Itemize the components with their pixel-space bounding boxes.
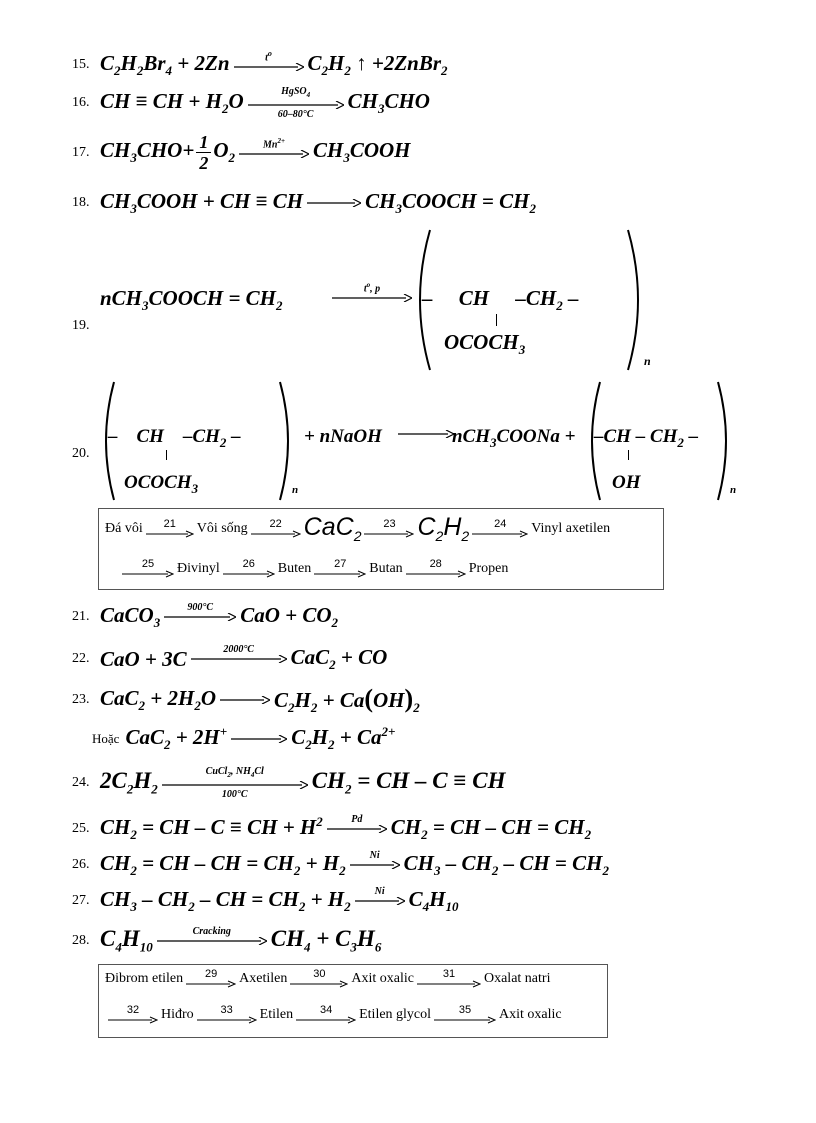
scheme-node: Axetilen xyxy=(239,970,288,986)
eq-lhs: $CH_3COOH$ + CH ≡ CH xyxy=(100,188,304,217)
scheme-arrow: 24 xyxy=(472,519,528,538)
scheme-node: Propen xyxy=(468,560,509,576)
scheme-row-2 xyxy=(119,559,508,578)
eq-number: 27. xyxy=(72,893,90,908)
eq-number: 16. xyxy=(72,95,90,110)
oxygen: $O_2$ xyxy=(213,138,235,166)
eq-lhs: CaO + 3C xyxy=(100,646,187,671)
branch-group-2: OH xyxy=(612,472,641,493)
subscript-n: n xyxy=(730,484,737,496)
eq-number: 24. xyxy=(72,775,90,790)
equation-28 xyxy=(72,926,381,956)
scheme-node: Buten xyxy=(277,560,312,576)
scheme-row-1 xyxy=(105,969,550,988)
scheme-arrow: 34 xyxy=(296,1005,356,1024)
scheme-arrow: 30 xyxy=(290,969,348,988)
scheme-box-1 xyxy=(98,508,664,590)
eq-number: 22. xyxy=(72,651,90,666)
scheme-node: Đibrom etilen xyxy=(105,970,184,986)
equation-15 xyxy=(72,48,448,82)
eq-lhs: $CH_3CHO+$ xyxy=(100,138,195,166)
scheme-row-1 xyxy=(105,513,610,544)
fraction-half: $\frac{1}{2}$ xyxy=(196,132,211,173)
eq-rhs: $CH_4 + C_3H_6$ xyxy=(270,926,382,955)
scheme-arrow: 21 xyxy=(146,519,194,538)
scheme-node: Đá vôi xyxy=(105,520,143,536)
scheme-box-2 xyxy=(98,964,608,1038)
scheme-node: Hiđro xyxy=(161,1006,194,1022)
eq-number: 20. xyxy=(72,446,90,461)
reaction-arrow xyxy=(220,685,270,715)
alt-prefix: Hoặc xyxy=(92,731,120,746)
eq-number: 25. xyxy=(72,821,90,836)
scheme-node: CaC$_2$ xyxy=(303,513,362,544)
equation-23 xyxy=(72,684,420,716)
equation-16 xyxy=(72,86,430,120)
branch-group: $OCOCH_3$ xyxy=(444,330,526,358)
equation-27 xyxy=(72,886,459,916)
scheme-arrow: 22 xyxy=(251,519,301,538)
eq-lhs: $CaC_2 + 2H_2O$ xyxy=(100,686,216,714)
scheme-arrow: 25 xyxy=(122,559,174,578)
eq-rhs: $CH_2$ = CH – C ≡ CH xyxy=(311,768,506,797)
equation-20 xyxy=(72,380,772,505)
scheme-node: Butan xyxy=(369,560,403,576)
eq-number: 23. xyxy=(72,692,90,708)
reaction-arrow: HgSO$_4$ 60–80°C xyxy=(248,86,344,120)
equation-21 xyxy=(72,602,338,632)
eq-number: 15. xyxy=(72,57,90,73)
eq-number: 19. xyxy=(72,318,90,333)
arrow-condition: 60–80°C xyxy=(277,109,314,120)
equation-25 xyxy=(72,814,591,844)
scheme-arrow: 28 xyxy=(406,559,466,578)
scheme-arrow: 31 xyxy=(417,969,481,988)
scheme-arrow: 27 xyxy=(314,559,366,578)
eq-number: 17. xyxy=(72,144,90,160)
eq-rhs: $CH_3 - CH_2$ – CH = $CH_2$ xyxy=(403,850,609,879)
scheme-arrow: 35 xyxy=(434,1005,496,1024)
eq-lhs: $CH_2$ = CH – CH = $CH_2 + H_2$ xyxy=(100,850,346,879)
eq-rhs: CaC$_2$ + CO xyxy=(290,644,388,673)
eq-lhs: $CH_3 - CH_2$ – CH = $CH_2 + H_2$ xyxy=(100,886,351,915)
eq-number: 28. xyxy=(72,933,90,948)
reaction-arrow: 900°C xyxy=(164,602,236,632)
eq-rhs: $C_2H_2$ ↑ +2ZnBr$_2$ xyxy=(307,51,448,79)
equation-17 xyxy=(72,132,411,173)
scheme-arrow: 29 xyxy=(186,969,236,988)
equation-19 xyxy=(72,228,672,378)
eq-lhs: nCH$_3$COOCH = $CH_2$ xyxy=(100,286,283,314)
scheme-node: Axit oxalic xyxy=(351,970,414,986)
eq-rhs: $CH_3CHO$ xyxy=(347,88,430,117)
reaction-arrow xyxy=(307,188,361,218)
eq-lhs: CH ≡ CH + $H_2O$ xyxy=(100,88,244,117)
scheme-node: Axit oxalic xyxy=(499,1006,562,1022)
equation-22 xyxy=(72,644,387,674)
subscript-n: n xyxy=(292,484,299,496)
scheme-arrow: 26 xyxy=(223,559,275,578)
reaction-arrow xyxy=(398,430,454,438)
bond-line xyxy=(496,314,497,326)
reaction-arrow: Cracking xyxy=(157,926,267,956)
eq-rhs: nCH$_3$COONa + xyxy=(452,426,576,450)
eq-number: 18. xyxy=(72,195,90,210)
scheme-node: Vôi sống xyxy=(196,520,248,536)
eq-lhs: CaCO$_3$ xyxy=(100,602,161,631)
bond-line xyxy=(166,450,167,460)
eq-rhs: $CH_3COOCH = CH_2$ xyxy=(365,188,536,217)
scheme-node: Etilen glycol xyxy=(359,1006,432,1022)
equation-18 xyxy=(72,188,536,218)
reaction-arrow xyxy=(231,724,287,754)
scheme-row-2 xyxy=(105,1005,562,1024)
reaction-arrow: $t^o$, p xyxy=(332,280,412,302)
bond-line xyxy=(628,450,629,460)
polymer-unit: – CH $-CH_2$ – xyxy=(108,426,241,450)
equation-26 xyxy=(72,850,609,880)
branch-group: $OCOCH_3$ xyxy=(124,472,199,496)
scheme-node: Etilen xyxy=(259,1006,294,1022)
eq-number: 26. xyxy=(72,857,90,872)
reaction-arrow: Pd xyxy=(327,814,387,844)
scheme-arrow: 33 xyxy=(197,1005,257,1024)
scheme-arrow: 23 xyxy=(364,519,414,538)
reaction-arrow: Ni xyxy=(350,850,400,880)
eq-rhs: CaO + $CO_2$ xyxy=(240,602,338,631)
eq-lhs: CaC$_2$ + 2H+ xyxy=(125,724,228,753)
eq-rhs: $CH_3COOH$ xyxy=(313,138,411,166)
scheme-node: Oxalat natri xyxy=(483,970,551,986)
reaction-arrow: $Mn^{2+}$ xyxy=(239,136,309,169)
polymer-unit: – CH $-CH_2$ – xyxy=(422,286,579,314)
eq-rhs: $C_4H_{10}$ xyxy=(408,886,459,915)
reaction-arrow: CuCl$_2$, $NH_4Cl$ 100°C xyxy=(162,766,308,800)
equation-23-alt xyxy=(92,724,395,754)
polymer-unit-2: $-CH - CH_2$ – xyxy=(594,426,699,450)
reaction-arrow: Ni xyxy=(355,886,405,916)
eq-lhs: $C_4H_{10}$ xyxy=(100,926,153,955)
reagent: + nNaOH xyxy=(304,426,382,447)
scheme-node: Vinyl axetilen xyxy=(531,520,611,536)
eq-rhs: $CH_2$ = CH – CH = $CH_2$ xyxy=(390,814,592,843)
arrow-condition: 100°C xyxy=(221,789,248,800)
eq-lhs: $C_2H_2Br_4 + 2Zn$ xyxy=(100,51,230,79)
scheme-node: Đivinyl xyxy=(177,560,220,576)
right-paren xyxy=(620,228,650,373)
eq-lhs: $CH_2$ = CH – C ≡ CH + $H^2$ xyxy=(100,814,323,843)
scheme-node: $C_2H_2$ xyxy=(417,513,470,544)
eq-rhs: $C_2H_2 + Ca(OH)_2$ xyxy=(274,684,420,716)
equation-24 xyxy=(72,766,505,800)
eq-lhs: $2C_2H_2$ xyxy=(100,768,158,797)
reaction-arrow: $t^o$ xyxy=(234,48,304,82)
scheme-arrow: 32 xyxy=(108,1005,158,1024)
reaction-arrow: 2000°C xyxy=(191,644,287,674)
eq-number: 21. xyxy=(72,609,90,624)
subscript-n: n xyxy=(644,354,651,368)
eq-rhs: $C_2H_2 + Ca^{2+}$ xyxy=(291,724,396,753)
